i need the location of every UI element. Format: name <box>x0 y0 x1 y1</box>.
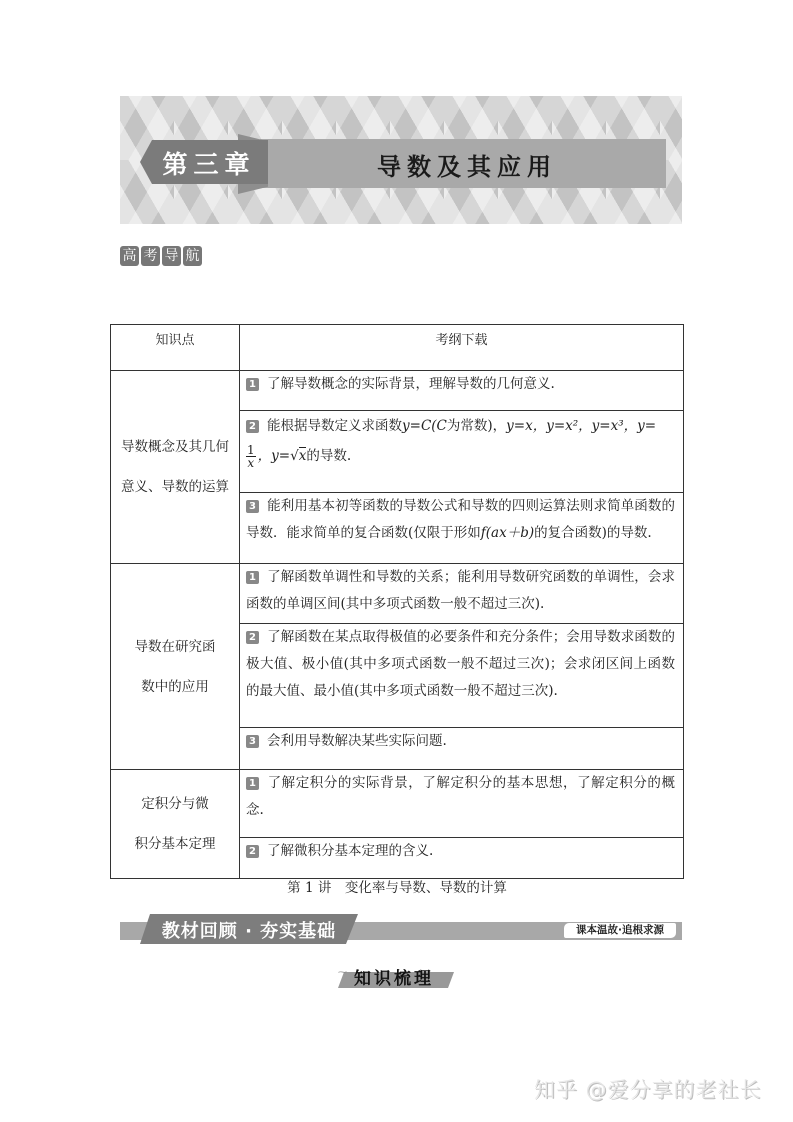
requirement-text: 了解函数在某点取得极值的必要条件和充分条件；会用导数求函数的极大值、极小值(其中多项式函数一般不超过三次)；会求闭区间上函数的最大值、最小值(其中多项式函数一般不超过三次). <box>246 629 675 699</box>
chapter-label: 第三章 <box>162 150 256 179</box>
badge-char: 航 <box>183 246 202 266</box>
number-2-icon: 2 <box>246 845 259 858</box>
topic-cell <box>111 564 240 770</box>
number-1-icon: 1 <box>246 378 259 391</box>
requirement-cell <box>240 493 684 564</box>
chapter-title: 导数及其应用 <box>377 153 557 181</box>
badge-char: 高 <box>120 246 139 266</box>
topic-line: 定积分与微 <box>141 796 209 812</box>
table-row <box>111 371 684 411</box>
topic-line: 积分基本定理 <box>134 836 216 852</box>
section-title: 教材回顾 · 夯实基础 <box>161 921 337 942</box>
requirement-cell <box>240 624 684 728</box>
formula: ，y= <box>257 448 291 464</box>
syllabus-table <box>110 324 684 879</box>
lecture-caption: 第 1 讲 变化率与导数、导数的计算 <box>287 880 507 896</box>
topic-line: 导数在研究函 <box>134 638 216 655</box>
watermark: 知乎 @爱分享的老社长 <box>534 1078 762 1102</box>
table-row <box>111 770 684 838</box>
badge-char: 导 <box>162 246 181 266</box>
requirement-text: 能利用基本初等函数的导数公式和导数的四则运算法则求简单函数的导数．能求简单的复合函数(仅限于形如 <box>246 498 675 541</box>
number-2-icon: 2 <box>246 631 259 644</box>
requirement-text: 了解函数单调性和导数的关系；能利用导数研究函数的单调性，会求函数的单调区间(其中多项式函数一般不超过三次). <box>246 569 675 612</box>
topic-line: 数中的应用 <box>141 678 209 695</box>
requirement-text: 会利用导数解决某些实际问题. <box>267 733 447 749</box>
number-3-icon: 3 <box>246 735 259 748</box>
exam-guide-badge <box>120 246 202 266</box>
topic-line: 导数概念及其几何 <box>121 439 229 455</box>
number-1-icon: 1 <box>246 571 259 584</box>
section-subtitle: 课本温故·追根求源 <box>564 923 676 938</box>
topic-cell <box>111 770 240 879</box>
decoration-icon: ⁓ <box>338 968 347 978</box>
header-topic: 知识点 <box>111 325 240 371</box>
table-header-row <box>111 325 684 371</box>
formula: y=C(C <box>402 418 447 434</box>
header-requirements: 考纲下载 <box>240 325 684 371</box>
requirement-cell <box>240 728 684 770</box>
requirement-text: 了解定积分的实际背景，了解定积分的基本思想，了解定积分的概念. <box>246 775 675 818</box>
table-row <box>111 564 684 624</box>
chapter-banner <box>120 96 682 224</box>
requirement-cell <box>240 411 684 493</box>
number-3-icon: 3 <box>246 500 259 513</box>
requirement-text: 为常数)， <box>446 418 507 434</box>
sqrt-icon: √ <box>290 448 299 464</box>
requirement-text: 的复合函数)的导数. <box>534 525 652 541</box>
fraction-numerator: 1 <box>247 443 255 457</box>
requirement-cell <box>240 564 684 624</box>
formula: y=x，y=x²，y=x³，y= <box>506 418 657 434</box>
sub-heading <box>338 966 454 988</box>
sqrt-argument: x <box>298 448 307 464</box>
topic-cell <box>111 371 240 564</box>
badge-char: 考 <box>141 246 160 266</box>
requirement-cell <box>240 371 684 411</box>
number-2-icon: 2 <box>246 420 259 433</box>
requirement-text: 的导数. <box>306 448 352 464</box>
requirement-text: 了解导数概念的实际背景，理解导数的几何意义. <box>267 376 555 392</box>
fraction-denominator: x <box>247 456 255 470</box>
number-1-icon: 1 <box>246 777 259 790</box>
formula: f(ax＋b) <box>480 525 535 541</box>
topic-line: 意义、导数的运算 <box>121 479 229 495</box>
requirement-text: 能根据导数定义求函数 <box>267 418 402 434</box>
requirement-cell <box>240 838 684 879</box>
sub-heading-text: 知识梳理 <box>354 969 434 989</box>
requirement-text: 了解微积分基本定理的含义. <box>267 843 434 859</box>
requirement-cell <box>240 770 684 838</box>
fraction <box>246 444 256 469</box>
